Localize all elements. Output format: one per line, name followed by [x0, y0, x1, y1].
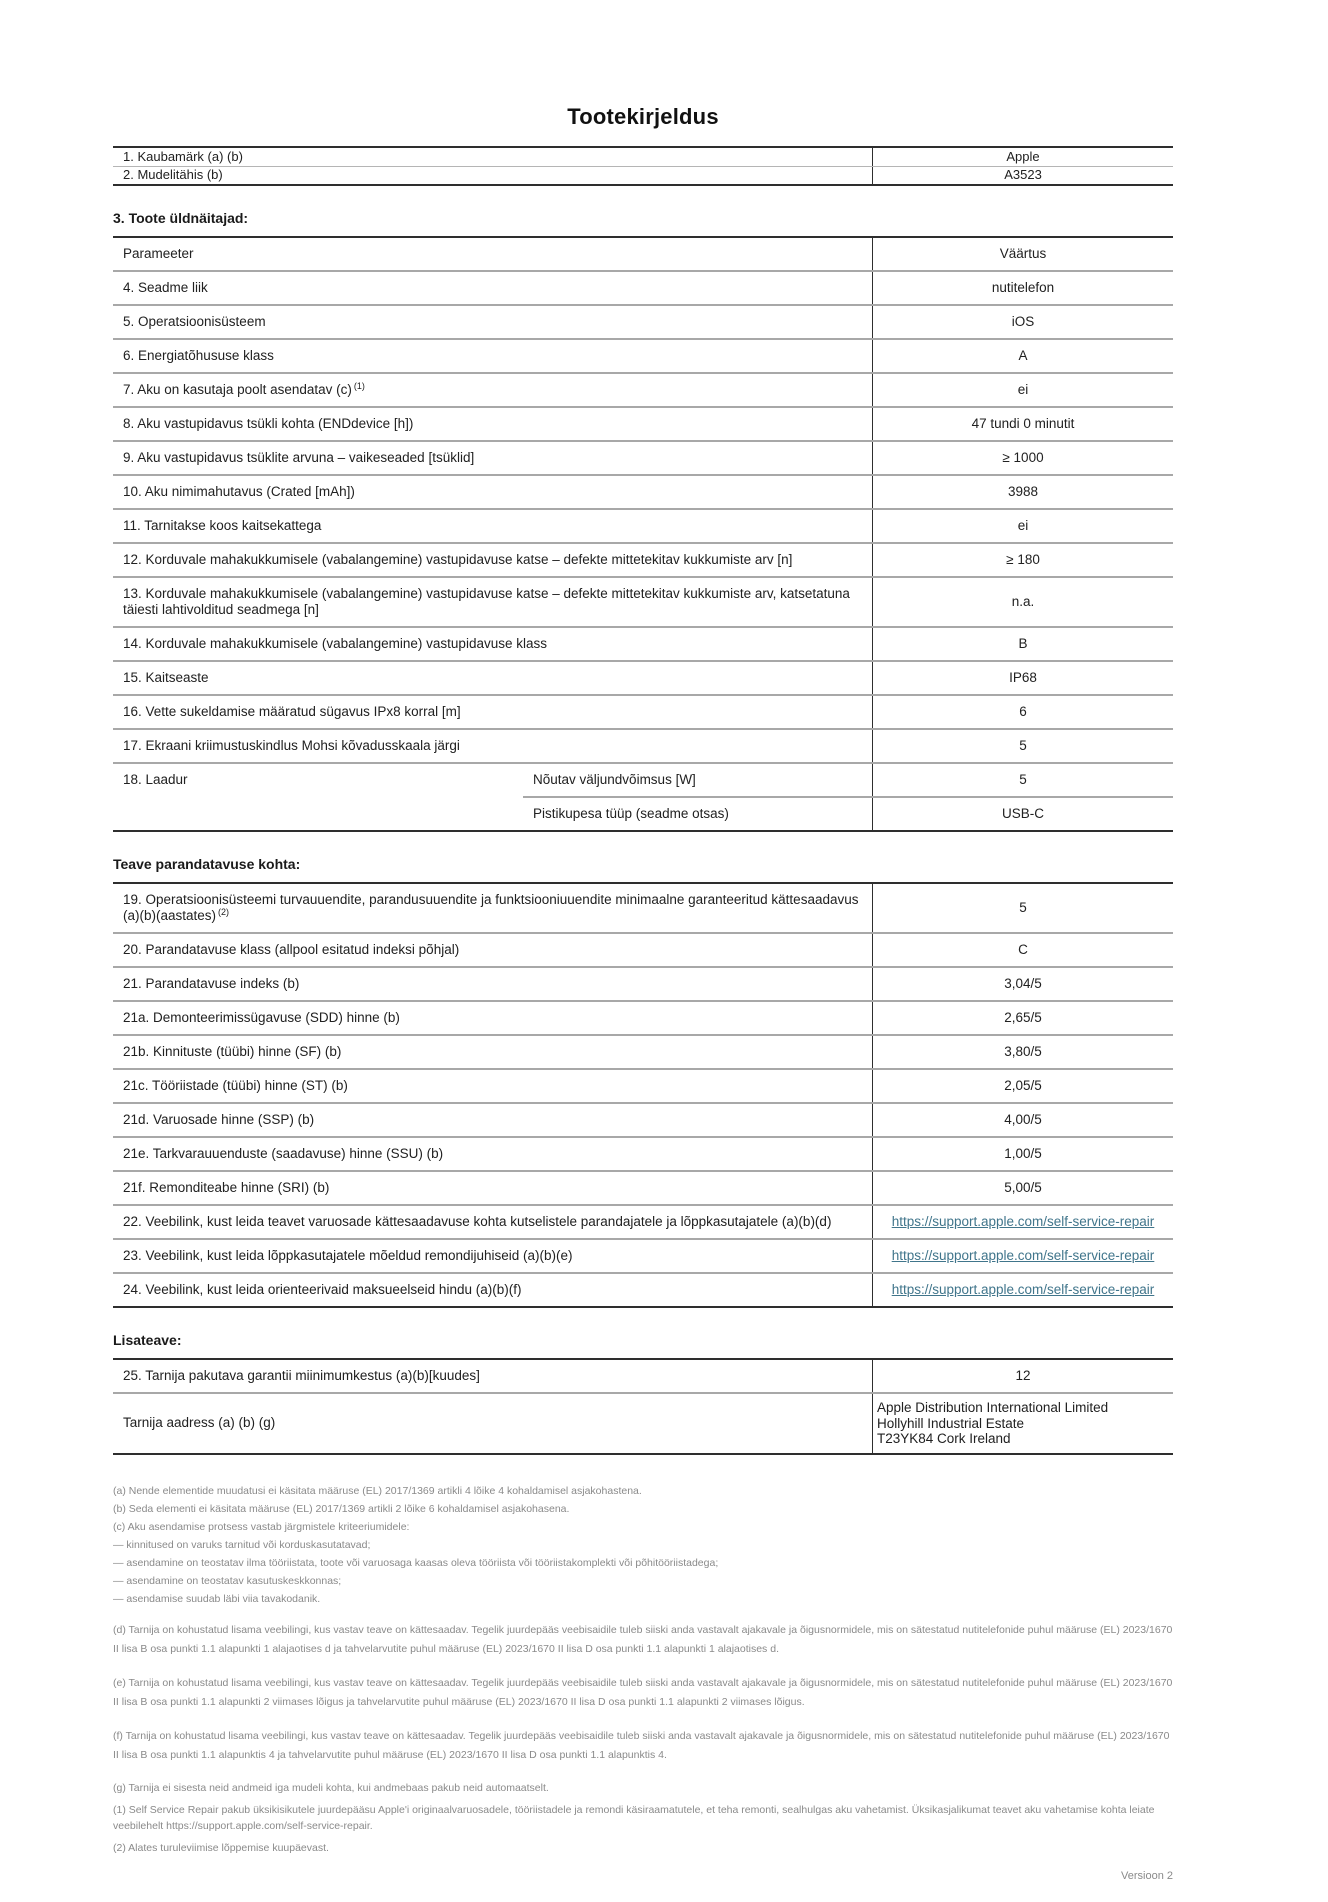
row-label: 8. Aku vastupidavus tsükli kohta (ENDdevice [h]) — [123, 416, 414, 431]
row-value: 12 — [872, 1360, 1173, 1392]
row-label: 18. Laadur — [123, 772, 188, 787]
table-row — [113, 406, 1173, 440]
row-value: 6 — [872, 696, 1173, 728]
footnote-ref-1: (1) — [353, 380, 365, 391]
document-title: Tootekirjeldus — [567, 104, 719, 129]
row-value: 47 tundi 0 minutit — [872, 408, 1173, 440]
footnotes-tail — [113, 1780, 1173, 1856]
address-line: Apple Distribution International Limited — [877, 1400, 1109, 1415]
row-value: 5,00/5 — [872, 1172, 1173, 1204]
row-value: 4,00/5 — [872, 1104, 1173, 1136]
footnote-c-bullet: — asendamise suudab läbi viia tavakodanik. — [113, 1592, 321, 1605]
footnote-ref-2: (2) — [218, 906, 230, 917]
row-value: A3523 — [872, 167, 1173, 185]
row-value — [872, 1206, 1173, 1238]
row-value: ≥ 1000 — [872, 442, 1173, 474]
supplier-address — [872, 1394, 1173, 1453]
row-label: 6. Energiatõhususe klass — [123, 348, 274, 363]
table-row-address — [113, 1392, 1173, 1453]
row-value: ei — [872, 374, 1173, 406]
row-label-text: 19. Operatsioonisüsteemi turvauuendite, parandusuuendite ja funktsiooniuuendite minimaalne garanteeritud kättesaadavus (a)(b)(aastates) — [123, 892, 859, 923]
sub-row-label: Nõutav väljundvõimsus [W] — [533, 772, 696, 787]
footnote-d: (d) Tarnija on kohustatud lisama veebilingi, kus vastav teave on kättesaadav. Tegelik juurdepääs veebisaidile tuleb siiski anda vastavalt ajakavale ja õigusnormidele, mis on sätestatud nutitelefonide puhul määruse (EL) 2023/1670 II lisa B osa punkti 1.1 alapunkti 1 alajaotises d ja tahvelarvutite puhul määruse (EL) 2023/1670 II lisa D osa punkti 1.1 alapunkti 1 alajaotises d. — [113, 1623, 1173, 1655]
row-value — [872, 1240, 1173, 1272]
row-label: 21b. Kinnituste (tüübi) hinne (SF) (b) — [123, 1044, 342, 1059]
row-value: 5 — [872, 730, 1173, 762]
row-label: 24. Veebilink, kust leida orienteerivaid maksueelseid hindu (a)(b)(f) — [123, 1282, 522, 1297]
row-label — [113, 884, 872, 932]
footnote-e: (e) Tarnija on kohustatud lisama veebilingi, kus vastav teave on kättesaadav. Tegelik juurdepääs veebisaidile tuleb siiski anda vastavalt ajakavale ja õigusnormidele, mis on sätestatud nutitelefonide puhul määruse (EL) 2023/1670 II lisa B osa punkti 1.1 alapunkti 2 viimases lõigus ja tahvelarvutite puhul määruse (EL) 2023/1670 II lisa D osa punkti 1.1 alapunkti 2 viimases lõigus. — [113, 1676, 1173, 1708]
footnote-b: (b) Seda elementi ei käsitata määruse (EL) 2017/1369 artikli 2 lõike 6 kohaldamisel asjakohasena. — [113, 1502, 570, 1515]
column-header-value: Väärtus — [872, 238, 1173, 270]
address-line: Hollyhill Industrial Estate — [877, 1415, 1025, 1431]
footnote-c: (c) Aku asendamise protsess vastab järgmistele kriteeriumidele: — [113, 1520, 410, 1533]
footnote-g: (g) Tarnija ei sisesta neid andmeid iga mudeli kohta, kui andmebaas pakub neid automaatselt. — [113, 1781, 549, 1794]
table-row — [523, 764, 1173, 796]
row-value: nutitelefon — [872, 272, 1173, 304]
row-label: 16. Vette sukeldamise määratud sügavus IPx8 korral [m] — [123, 704, 461, 719]
row-label: 2. Mudelitähis (b) — [123, 167, 223, 182]
version-label: Versioon 2 — [1121, 1869, 1173, 1882]
table-row — [113, 1102, 1173, 1136]
table-row — [113, 542, 1173, 576]
additional-table — [113, 1358, 1173, 1455]
section-heading-general: 3. Toote üldnäitajad: — [113, 210, 249, 226]
row-value: ei — [872, 510, 1173, 542]
table-row — [113, 1238, 1173, 1272]
footnote-a: (a) Nende elementide muudatusi ei käsitata määruse (EL) 2017/1369 artikli 4 lõike 4 kohaldamisel asjakohastena. — [113, 1484, 642, 1497]
table-row — [113, 338, 1173, 372]
row-label: 10. Aku nimimahutavus (Crated [mAh]) — [123, 484, 355, 499]
support-link[interactable]: https://support.apple.com/self-service-repair — [891, 1248, 1155, 1263]
row-label: 23. Veebilink, kust leida lõppkasutajatele mõeldud remondijuhiseid (a)(b)(e) — [123, 1248, 573, 1263]
table-row — [523, 796, 1173, 830]
table-row — [113, 932, 1173, 966]
repair-table — [113, 882, 1173, 1308]
footnote-c-bullet: — kinnitused on varuks tarnitud või korduskasutatavad; — [113, 1538, 371, 1551]
row-label: 11. Tarnitakse koos kaitsekattega — [123, 518, 322, 533]
row-label: 25. Tarnija pakutava garantii miinimumkestus (a)(b)[kuudes] — [123, 1368, 480, 1383]
row-label: 14. Korduvale mahakukkumisele (vabalangemine) vastupidavuse klass — [123, 636, 547, 651]
table-row — [113, 1000, 1173, 1034]
address-line: T23YK84 Cork Ireland — [877, 1431, 1011, 1446]
general-table — [113, 236, 1173, 832]
sub-row-value: 5 — [872, 764, 1173, 796]
table-row — [113, 1204, 1173, 1238]
row-value: iOS — [872, 306, 1173, 338]
table-row — [113, 474, 1173, 508]
row-value: ≥ 180 — [872, 544, 1173, 576]
table-row — [113, 1136, 1173, 1170]
table-row — [113, 270, 1173, 304]
table-row — [113, 508, 1173, 542]
table-row — [113, 166, 1173, 185]
row-label: 20. Parandatavuse klass (allpool esitatud indeksi põhjal) — [123, 942, 460, 957]
row-label: 21a. Demonteerimissügavuse (SDD) hinne (b) — [123, 1010, 400, 1025]
row-label: 21c. Tööriistade (tüübi) hinne (ST) (b) — [123, 1078, 348, 1093]
row-label: 17. Ekraani kriimustuskindlus Mohsi kõvadusskaala järgi — [123, 738, 460, 753]
product-id-table — [113, 146, 1173, 186]
table-row — [113, 148, 1173, 166]
table-row — [113, 966, 1173, 1000]
row-label — [113, 374, 872, 406]
section-heading-additional: Lisateave: — [113, 1332, 182, 1348]
row-label: 12. Korduvale mahakukkumisele (vabalangemine) vastupidavuse katse – defekte mittetekitav kukkumiste arv [n] — [123, 552, 793, 567]
table-row — [113, 1360, 1173, 1392]
row-label: 21f. Remonditeabe hinne (SRI) (b) — [123, 1180, 330, 1195]
table-row — [113, 1170, 1173, 1204]
row-value: n.a. — [872, 578, 1173, 626]
table-row — [113, 884, 1173, 932]
row-value — [872, 1274, 1173, 1306]
row-label: 15. Kaitseaste — [123, 670, 209, 685]
support-link[interactable]: https://support.apple.com/self-service-repair — [891, 1282, 1155, 1297]
row-value: 2,65/5 — [872, 1002, 1173, 1034]
row-value: 3,04/5 — [872, 968, 1173, 1000]
table-row — [113, 440, 1173, 474]
row-value: 3988 — [872, 476, 1173, 508]
table-row — [113, 1068, 1173, 1102]
row-value: Apple — [872, 148, 1173, 166]
table-row-charger — [113, 762, 1173, 830]
row-label: 5. Operatsioonisüsteem — [123, 314, 266, 329]
row-value: 3,80/5 — [872, 1036, 1173, 1068]
footnote-c-bullet: — asendamine on teostatav ilma tööriistata, toote või varuosaga kaasas oleva tööriista või tööriistakomplekti või põhitööriistadega; — [113, 1556, 719, 1569]
table-row — [113, 304, 1173, 338]
table-row — [113, 1034, 1173, 1068]
table-header-row — [113, 238, 1173, 270]
row-label: 22. Veebilink, kust leida teavet varuosade kättesaadavuse kohta kutselistele parandajatele ja lõppkasutajatele (a)(b)(d) — [123, 1214, 832, 1229]
row-label: 21e. Tarkvarauuenduste (saadavuse) hinne (SSU) (b) — [123, 1146, 444, 1161]
footnote-c-bullet: — asendamine on teostatav kasutuskeskkonnas; — [113, 1574, 342, 1587]
row-label: 4. Seadme liik — [123, 280, 208, 295]
footnote-2: (2) Alates turuleviimise lõppemise kuupäevast. — [113, 1841, 329, 1854]
column-header-parameter: Parameeter — [123, 246, 194, 261]
footnotes — [113, 1485, 1173, 1902]
row-label: 1. Kaubamärk (a) (b) — [123, 148, 243, 164]
row-label-text: 7. Aku on kasutaja poolt asendatav (c) — [123, 382, 352, 397]
row-label: 13. Korduvale mahakukkumisele (vabalangemine) vastupidavuse katse – defekte mittetekitav kukkumiste arv, katsetatuna täiesti lahtivolditud seadmega [n] — [123, 586, 850, 617]
row-label: 21. Parandatavuse indeks (b) — [123, 976, 300, 991]
charger-sub-table — [523, 764, 1173, 830]
row-value: C — [872, 934, 1173, 966]
row-value: B — [872, 628, 1173, 660]
row-label: Tarnija aadress (a) (b) (g) — [123, 1415, 276, 1431]
table-row — [113, 728, 1173, 762]
footnote-f: (f) Tarnija on kohustatud lisama veebilingi, kus vastav teave on kättesaadav. Tegelik juurdepääs veebisaidile tuleb siiski anda vastavalt ajakavale ja õigusnormidele, mis on sätestatud nutitelefonide puhul määruse (EL) 2023/1670 II lisa B osa punkti 1.1 alapunktis 4 ja tahvelarvutite puhul määruse (EL) 2023/1670 II lisa D osa punkti 1.1 alapunktis 4. — [113, 1729, 1170, 1761]
table-row — [113, 694, 1173, 728]
row-value: 1,00/5 — [872, 1138, 1173, 1170]
row-value: A — [872, 340, 1173, 372]
table-row — [113, 1272, 1173, 1306]
row-label: 9. Aku vastupidavus tsüklite arvuna – vaikeseaded [tsüklid] — [123, 450, 475, 465]
row-value: IP68 — [872, 662, 1173, 694]
row-value: 2,05/5 — [872, 1070, 1173, 1102]
row-label: 21d. Varuosade hinne (SSP) (b) — [123, 1112, 315, 1127]
table-row — [113, 372, 1173, 406]
section-heading-repair: Teave parandatavuse kohta: — [113, 856, 301, 872]
table-row — [113, 576, 1173, 626]
footnote-1: (1) Self Service Repair pakub üksikisikutele juurdepääsu Apple'i originaalvaruosadele, tööriistadele ja remondi käsiraamatutele, et teha remonti, sealhulgas aku vahetamist. Üksikasjalikumat teavet aku vahetamise kohta leiate veebilehelt https://support.apple.com/self-service-repair. — [113, 1803, 1155, 1832]
support-link[interactable]: https://support.apple.com/self-service-repair — [891, 1214, 1155, 1229]
table-row — [113, 626, 1173, 660]
row-value: 5 — [872, 884, 1173, 932]
supplier-address-lines — [877, 1400, 1108, 1447]
table-row — [113, 660, 1173, 694]
sub-row-label: Pistikupesa tüüp (seadme otsas) — [533, 806, 729, 821]
sub-row-value: USB-C — [872, 798, 1173, 830]
